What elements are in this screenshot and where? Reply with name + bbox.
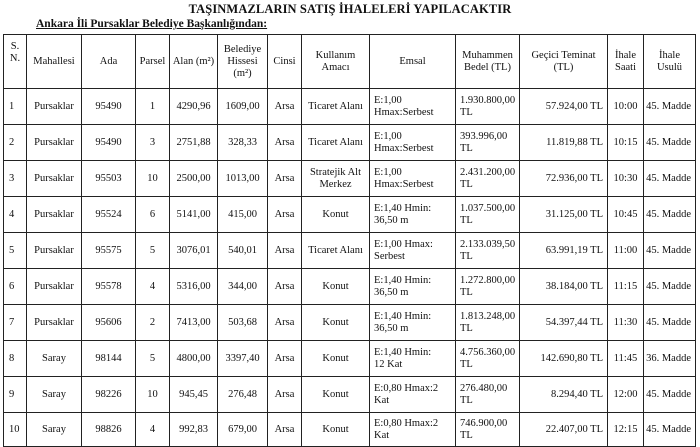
cell-saat: 12:00 [608, 377, 644, 413]
cell-bedel-line: TL [460, 178, 473, 190]
cell-bedel-line: 1.272.800,00 [460, 274, 516, 286]
cell-hisse: 1013,00 [218, 161, 268, 197]
cell-amac-line: Konut [322, 423, 349, 435]
cell-usul: 45. Madde [644, 269, 696, 305]
cell-sn: 10 [4, 413, 27, 447]
cell-amac-line: Ticaret Alanı [308, 244, 363, 256]
header-hisse-line3: (m²) [233, 67, 252, 79]
cell-emsal-line: 36,50 m [374, 286, 409, 298]
cell-emsal-line: Serbest [374, 250, 405, 262]
cell-hisse: 276,48 [218, 377, 268, 413]
cell-ada: 98826 [82, 413, 136, 447]
header-mahalle: Mahallesi [27, 35, 82, 89]
cell-cins: Arsa [268, 269, 302, 305]
header-sn-line2: N. [9, 53, 21, 64]
cell-bedel [456, 233, 520, 269]
cell-bedel-line: TL [460, 106, 473, 118]
cell-alan: 4800,00 [170, 341, 218, 377]
cell-alan: 4290,96 [170, 89, 218, 125]
header-hisse-line1: Belediye [223, 43, 262, 55]
cell-emsal-line: E:0,80 Hmax:2 [374, 382, 439, 394]
cell-teminat: 57.924,00 TL [520, 89, 608, 125]
cell-hisse: 3397,40 [218, 341, 268, 377]
cell-amac-line: Stratejik Alt [309, 166, 362, 178]
cell-emsal [370, 413, 456, 447]
cell-sn: 3 [4, 161, 27, 197]
cell-saat: 10:30 [608, 161, 644, 197]
cell-alan: 5141,00 [170, 197, 218, 233]
header-sn-line1: S. [10, 41, 20, 52]
cell-bedel-line: TL [460, 214, 473, 226]
cell-amac [302, 233, 370, 269]
header-teminat-line2: (TL) [553, 61, 574, 73]
cell-parsel: 2 [136, 305, 170, 341]
table-row [4, 161, 696, 197]
cell-amac [302, 377, 370, 413]
cell-emsal-line: E:1,40 Hmin: [374, 310, 432, 322]
cell-bedel-line: 276.480,00 [460, 382, 508, 394]
header-ada: Ada [82, 35, 136, 89]
cell-ada: 95490 [82, 125, 136, 161]
cell-hisse: 679,00 [218, 413, 268, 447]
cell-bedel-line: TL [460, 322, 473, 334]
cell-hisse: 540,01 [218, 233, 268, 269]
cell-cins: Arsa [268, 233, 302, 269]
cell-parsel: 10 [136, 161, 170, 197]
header-bedel-line1: Muhammen [462, 49, 513, 61]
cell-cins: Arsa [268, 125, 302, 161]
cell-mahalle: Pursaklar [27, 125, 82, 161]
header-usul: İhale Usulü [644, 35, 696, 89]
cell-amac-line: Ticaret Alanı [308, 100, 363, 112]
cell-amac-line: Konut [322, 352, 349, 364]
cell-emsal-line: 36,50 m [374, 214, 409, 226]
cell-mahalle: Saray [27, 341, 82, 377]
cell-ada: 98144 [82, 341, 136, 377]
cell-parsel: 1 [136, 89, 170, 125]
cell-amac-line: Ticaret Alanı [308, 136, 363, 148]
cell-emsal-line: E:0,80 Hmax:2 [374, 417, 439, 429]
cell-alan: 7413,00 [170, 305, 218, 341]
cell-hisse: 1609,00 [218, 89, 268, 125]
cell-teminat: 31.125,00 TL [520, 197, 608, 233]
cell-bedel [456, 377, 520, 413]
cell-mahalle: Pursaklar [27, 89, 82, 125]
header-amac-line2: Amacı [321, 61, 350, 73]
cell-usul: 45. Madde [644, 233, 696, 269]
cell-mahalle: Pursaklar [27, 269, 82, 305]
cell-parsel: 6 [136, 197, 170, 233]
header-amac [302, 35, 370, 89]
table-row [4, 197, 696, 233]
cell-teminat: 54.397,44 TL [520, 305, 608, 341]
cell-parsel: 10 [136, 377, 170, 413]
cell-amac [302, 89, 370, 125]
cell-hisse: 503,68 [218, 305, 268, 341]
header-saat [608, 35, 644, 89]
header-bedel-line2: Bedel (TL) [464, 61, 511, 73]
cell-emsal-line: E:1,00 [374, 94, 402, 106]
document-title: TAŞINMAZLARIN SATIŞ İHALELERİ YAPILACAKTIR [188, 2, 512, 16]
cell-saat: 10:45 [608, 197, 644, 233]
cell-sn: 4 [4, 197, 27, 233]
table-row [4, 269, 696, 305]
header-hisse-line2: Hissesi [227, 55, 258, 67]
cell-teminat: 38.184,00 TL [520, 269, 608, 305]
header-teminat [520, 35, 608, 89]
cell-emsal [370, 377, 456, 413]
table-row [4, 89, 696, 125]
cell-emsal-line: 12 Kat [374, 358, 403, 370]
cell-emsal [370, 161, 456, 197]
cell-saat: 11:30 [608, 305, 644, 341]
cell-alan: 2500,00 [170, 161, 218, 197]
table-row [4, 305, 696, 341]
cell-bedel-line: 393.996,00 [460, 130, 508, 142]
header-sn [4, 35, 27, 89]
cell-bedel [456, 125, 520, 161]
document-subtitle: Ankara İli Pursaklar Belediye Başkanlığından: [36, 18, 268, 30]
cell-mahalle: Saray [27, 377, 82, 413]
cell-teminat: 8.294,40 TL [520, 377, 608, 413]
cell-amac [302, 341, 370, 377]
cell-alan: 5316,00 [170, 269, 218, 305]
header-emsal: Emsal [370, 35, 456, 89]
cell-emsal [370, 89, 456, 125]
cell-usul: 36. Madde [644, 341, 696, 377]
cell-sn: 1 [4, 89, 27, 125]
table-header-row [4, 35, 696, 89]
cell-cins: Arsa [268, 305, 302, 341]
cell-emsal-line: 36,50 m [374, 322, 409, 334]
cell-hisse: 328,33 [218, 125, 268, 161]
cell-alan: 2751,88 [170, 125, 218, 161]
cell-mahalle: Pursaklar [27, 197, 82, 233]
cell-sn: 8 [4, 341, 27, 377]
cell-emsal-line: E:1,40 Hmin: [374, 202, 432, 214]
cell-amac-line: Konut [322, 208, 349, 220]
cell-bedel [456, 197, 520, 233]
cell-amac [302, 269, 370, 305]
cell-emsal [370, 125, 456, 161]
cell-bedel-line: TL [460, 142, 473, 154]
cell-teminat: 11.819,88 TL [520, 125, 608, 161]
cell-parsel: 5 [136, 341, 170, 377]
cell-alan: 945,45 [170, 377, 218, 413]
cell-amac-line: Konut [322, 316, 349, 328]
cell-sn: 9 [4, 377, 27, 413]
cell-bedel [456, 341, 520, 377]
cell-amac [302, 197, 370, 233]
cell-emsal-line: Kat [374, 394, 390, 406]
cell-usul: 45. Madde [644, 125, 696, 161]
cell-mahalle: Pursaklar [27, 233, 82, 269]
cell-usul: 45. Madde [644, 89, 696, 125]
header-bedel [456, 35, 520, 89]
cell-saat: 10:00 [608, 89, 644, 125]
header-amac-line1: Kullanım [315, 49, 356, 61]
cell-amac-line: Konut [322, 280, 349, 292]
cell-usul: 45. Madde [644, 377, 696, 413]
cell-parsel: 5 [136, 233, 170, 269]
cell-hisse: 415,00 [218, 197, 268, 233]
cell-bedel-line: 1.930.800,00 [460, 94, 516, 106]
cell-ada: 95490 [82, 89, 136, 125]
cell-cins: Arsa [268, 341, 302, 377]
cell-ada: 95524 [82, 197, 136, 233]
cell-sn: 5 [4, 233, 27, 269]
cell-alan: 992,83 [170, 413, 218, 447]
header-cins: Cinsi [268, 35, 302, 89]
cell-usul: 45. Madde [644, 413, 696, 447]
cell-usul: 45. Madde [644, 305, 696, 341]
cell-alan: 3076,01 [170, 233, 218, 269]
cell-ada: 98226 [82, 377, 136, 413]
cell-bedel-line: TL [460, 394, 473, 406]
table-body [4, 89, 696, 447]
cell-bedel [456, 89, 520, 125]
cell-amac [302, 161, 370, 197]
cell-cins: Arsa [268, 413, 302, 447]
table-row [4, 233, 696, 269]
cell-emsal [370, 233, 456, 269]
table-row [4, 413, 696, 447]
cell-bedel [456, 305, 520, 341]
cell-amac-line: Konut [322, 388, 349, 400]
cell-saat: 11:15 [608, 269, 644, 305]
cell-amac [302, 305, 370, 341]
header-parsel: Parsel [136, 35, 170, 89]
cell-ada: 95575 [82, 233, 136, 269]
cell-teminat: 72.936,00 TL [520, 161, 608, 197]
cell-bedel-line: 1.037.500,00 [460, 202, 516, 214]
cell-saat: 11:45 [608, 341, 644, 377]
cell-bedel-line: TL [460, 429, 473, 441]
table-row [4, 125, 696, 161]
cell-emsal-line: Hmax:Serbest [374, 178, 434, 190]
cell-mahalle: Pursaklar [27, 305, 82, 341]
cell-parsel: 4 [136, 413, 170, 447]
header-alan: Alan (m²) [170, 35, 218, 89]
cell-teminat: 63.991,19 TL [520, 233, 608, 269]
cell-ada: 95606 [82, 305, 136, 341]
cell-cins: Arsa [268, 89, 302, 125]
cell-cins: Arsa [268, 197, 302, 233]
cell-bedel-line: 746.900,00 [460, 417, 508, 429]
cell-bedel-line: TL [460, 250, 473, 262]
table-row [4, 377, 696, 413]
cell-bedel [456, 161, 520, 197]
cell-teminat: 142.690,80 TL [520, 341, 608, 377]
cell-amac-line: Merkez [319, 178, 352, 190]
cell-mahalle: Saray [27, 413, 82, 447]
cell-amac [302, 125, 370, 161]
cell-bedel [456, 413, 520, 447]
cell-bedel-line: 4.756.360,00 [460, 346, 516, 358]
header-saat-line2: Saati [615, 61, 636, 73]
cell-mahalle: Pursaklar [27, 161, 82, 197]
cell-emsal-line: E:1,40 Hmin: [374, 346, 432, 358]
cell-emsal-line: E:1,40 Hmin: [374, 274, 432, 286]
header-saat-line1: İhale [615, 49, 636, 61]
cell-emsal [370, 341, 456, 377]
cell-bedel-line: 1.813.248,00 [460, 310, 516, 322]
cell-emsal-line: E:1,00 [374, 130, 402, 142]
cell-usul: 45. Madde [644, 161, 696, 197]
header-teminat-line1: Geçici Teminat [531, 49, 596, 61]
cell-bedel-line: TL [460, 358, 473, 370]
cell-emsal-line: E:1,00 [374, 166, 402, 178]
cell-bedel-line: 2.133.039,50 [460, 238, 516, 250]
cell-sn: 2 [4, 125, 27, 161]
tender-table [3, 34, 696, 447]
cell-saat: 11:00 [608, 233, 644, 269]
cell-cins: Arsa [268, 377, 302, 413]
cell-parsel: 3 [136, 125, 170, 161]
cell-bedel-line: 2.431.200,00 [460, 166, 516, 178]
cell-emsal [370, 269, 456, 305]
cell-amac [302, 413, 370, 447]
cell-emsal-line: Hmax:Serbest [374, 142, 434, 154]
cell-bedel-line: TL [460, 286, 473, 298]
cell-emsal-line: Hmax:Serbest [374, 106, 434, 118]
cell-emsal [370, 305, 456, 341]
cell-emsal-line: Kat [374, 429, 390, 441]
header-hisse [218, 35, 268, 89]
cell-parsel: 4 [136, 269, 170, 305]
cell-bedel [456, 269, 520, 305]
cell-emsal-line: E:1,00 Hmax: [374, 238, 433, 250]
cell-hisse: 344,00 [218, 269, 268, 305]
cell-saat: 10:15 [608, 125, 644, 161]
cell-saat: 12:15 [608, 413, 644, 447]
cell-emsal [370, 197, 456, 233]
cell-ada: 95503 [82, 161, 136, 197]
table-row [4, 341, 696, 377]
cell-cins: Arsa [268, 161, 302, 197]
cell-ada: 95578 [82, 269, 136, 305]
cell-teminat: 22.407,00 TL [520, 413, 608, 447]
cell-sn: 7 [4, 305, 27, 341]
cell-usul: 45. Madde [644, 197, 696, 233]
cell-sn: 6 [4, 269, 27, 305]
